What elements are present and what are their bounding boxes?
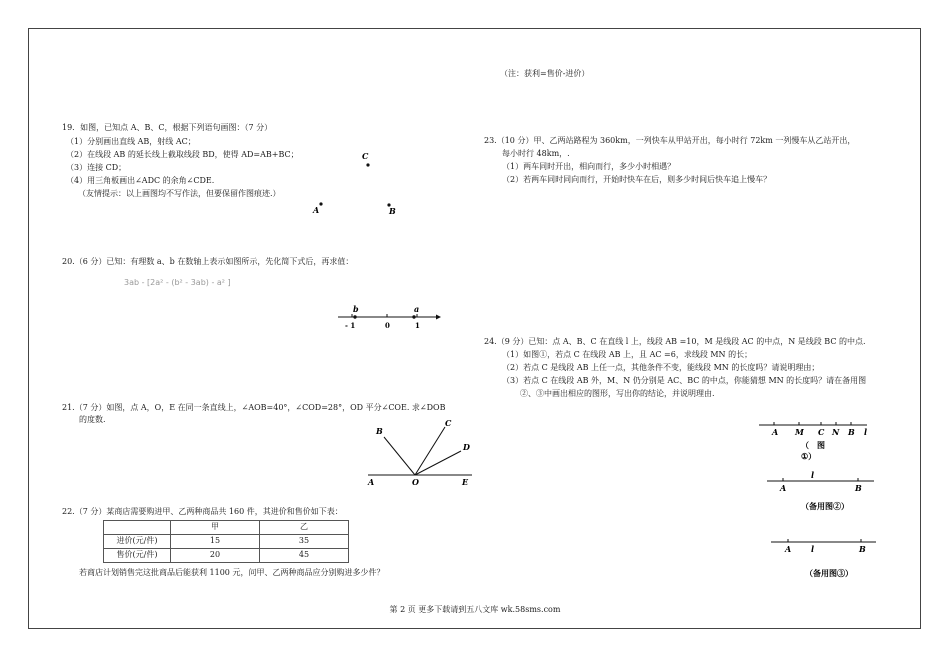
q20-title: 20.（6 分）已知：有理数 a、b 在数轴上表示如图所示，先化简下式后，再求值：: [62, 257, 354, 266]
q19-step-1: （1）分别画出直线 AB，射线 AC；: [66, 137, 196, 146]
q21-line-1: 21.（7 分）如图，点 A，O，E 在同一条直线上，∠AOB=40°，∠COD=28°，OD 平分∠COE. 求∠DOB: [62, 403, 446, 412]
table-row: [104, 549, 349, 563]
label-c: C: [818, 427, 825, 437]
label-b: B: [376, 426, 383, 436]
label-e: E: [462, 477, 469, 487]
figure-2-caption: （备用图②）: [801, 501, 849, 511]
page-footer: 第 2 页 更多下载请到五八文库 wk.58sms.com: [389, 605, 561, 614]
label-d: D: [463, 442, 470, 452]
figure-3: [755, 532, 885, 580]
q23-line-2: 每小时行 48km，.: [502, 149, 570, 158]
q19-points-figure: [300, 145, 410, 220]
figure-1: [755, 415, 875, 463]
figure-2: [755, 470, 885, 515]
number-line-arrow: [436, 315, 441, 320]
q22-question: 若商店计划销售完这批商品后能获利 1100 元，问甲、乙两种商品应分别购进多少件？: [79, 568, 385, 577]
label-l: l: [811, 544, 815, 554]
q24-part-1: （1）如图①，若点 C 在线段 AB 上，且 AC =6，求线段 MN 的长；: [502, 350, 753, 359]
label-m: M: [795, 427, 804, 437]
q24-part-2: （2）若点 C 是线段 AB 上任一点，其他条件不变，能线段 MN 的长度吗？请说明理由；: [502, 363, 820, 372]
q23-line-1: 23.（10 分）甲、乙两站路程为 360km，一列快车从甲站开出，每小时行 72km 一列慢车从乙站开出，: [484, 136, 856, 145]
ray-ob: [384, 437, 415, 475]
table-header-row: [104, 521, 349, 535]
table-cell: 20: [171, 549, 260, 563]
q23-part-1: （1）两车同时开出，相向而行，多少小时相遇？: [502, 162, 676, 171]
point-a-label: A: [313, 205, 320, 215]
q19-title: 19．如图，已知点 A、B、C，根据下列语句画图：（7 分）: [62, 123, 273, 132]
q19-step-4: （4）用三角板画出∠ADC 的余角∠CDE.: [66, 176, 215, 185]
label-a: A: [785, 544, 792, 554]
ray-od: [415, 451, 461, 475]
label-a: A: [780, 483, 787, 493]
label-a: A: [772, 427, 779, 437]
q24-line-1: 24.（9 分）已知：点 A、B、C 在直线 l 上，线段 AB =10，M 是线段 AC 的中点，N 是线段 BC 的中点.: [484, 337, 866, 346]
q19-step-3: （3）连接 CD；: [66, 163, 127, 172]
label-l: l: [864, 427, 868, 437]
q20-expression: 3ab - [2a² - (b² - 3ab) - a² ]: [124, 278, 231, 287]
table-header-cell: 甲: [171, 521, 260, 535]
table-header-cell: [104, 521, 171, 535]
table-row: [104, 535, 349, 549]
label-l: l: [811, 470, 815, 480]
q23-part-2: （2）若两车同时同向而行，开始时快车在后，则多少时间后快车追上慢车？: [502, 175, 772, 184]
table-cell: 15: [171, 535, 260, 549]
figure-1-caption-b: ①）: [801, 451, 817, 461]
table-cell: 45: [260, 549, 349, 563]
q19-hint: （友情提示：以上画图均不写作法，但要保留作图痕迹.）: [78, 189, 281, 198]
label-b: B: [855, 483, 862, 493]
label-minus-one: - 1: [345, 321, 356, 330]
point-b-marker: [353, 315, 356, 318]
number-line-figure: [334, 302, 444, 332]
label-b: B: [859, 544, 866, 554]
label-a: A: [368, 477, 375, 487]
q24-part-3-cont: ②、③中画出相应的图形，写出你的结论，并说明理由.: [520, 389, 715, 398]
ray-oc: [415, 427, 445, 475]
point-a-dot: [319, 202, 322, 205]
q24-part-3: （3）若点 C 在线段 AB 外，M、N 仍分别是 AC、BC 的中点，你能猜想 MN 的长度吗？请在备用图: [502, 376, 867, 385]
q19-step-2: （2）在线段 AB 的延长线上截取线段 BD，使得 AD=AB+BC；: [66, 150, 299, 159]
label-b: B: [848, 427, 855, 437]
point-c-dot: [366, 163, 369, 166]
table-cell: 35: [260, 535, 349, 549]
point-b-label: B: [389, 206, 396, 216]
label-zero: 0: [385, 321, 390, 330]
figure-3-caption: （备用图③）: [805, 568, 853, 578]
q21-line-2: 的度数.: [79, 415, 106, 424]
label-c: C: [445, 418, 452, 428]
table-cell: 进价(元/件): [104, 535, 171, 549]
label-o: O: [412, 477, 419, 487]
q22-title: 22.（7 分）某商店需要购进甲、乙两种商品共 160 件，其进价和售价如下表：: [62, 507, 343, 516]
profit-note: （注：获利=售价-进价）: [500, 69, 590, 78]
price-table: [103, 520, 349, 563]
point-c-label: C: [362, 151, 369, 161]
label-b: b: [353, 304, 359, 314]
label-one: 1: [415, 321, 420, 330]
label-n: N: [832, 427, 840, 437]
angle-figure: [360, 415, 485, 490]
table-cell: 售价(元/件): [104, 549, 171, 563]
point-a-marker: [412, 315, 415, 318]
label-a: a: [414, 304, 420, 314]
table-header-cell: 乙: [260, 521, 349, 535]
figure-1-caption-a: （ 图: [801, 440, 825, 450]
